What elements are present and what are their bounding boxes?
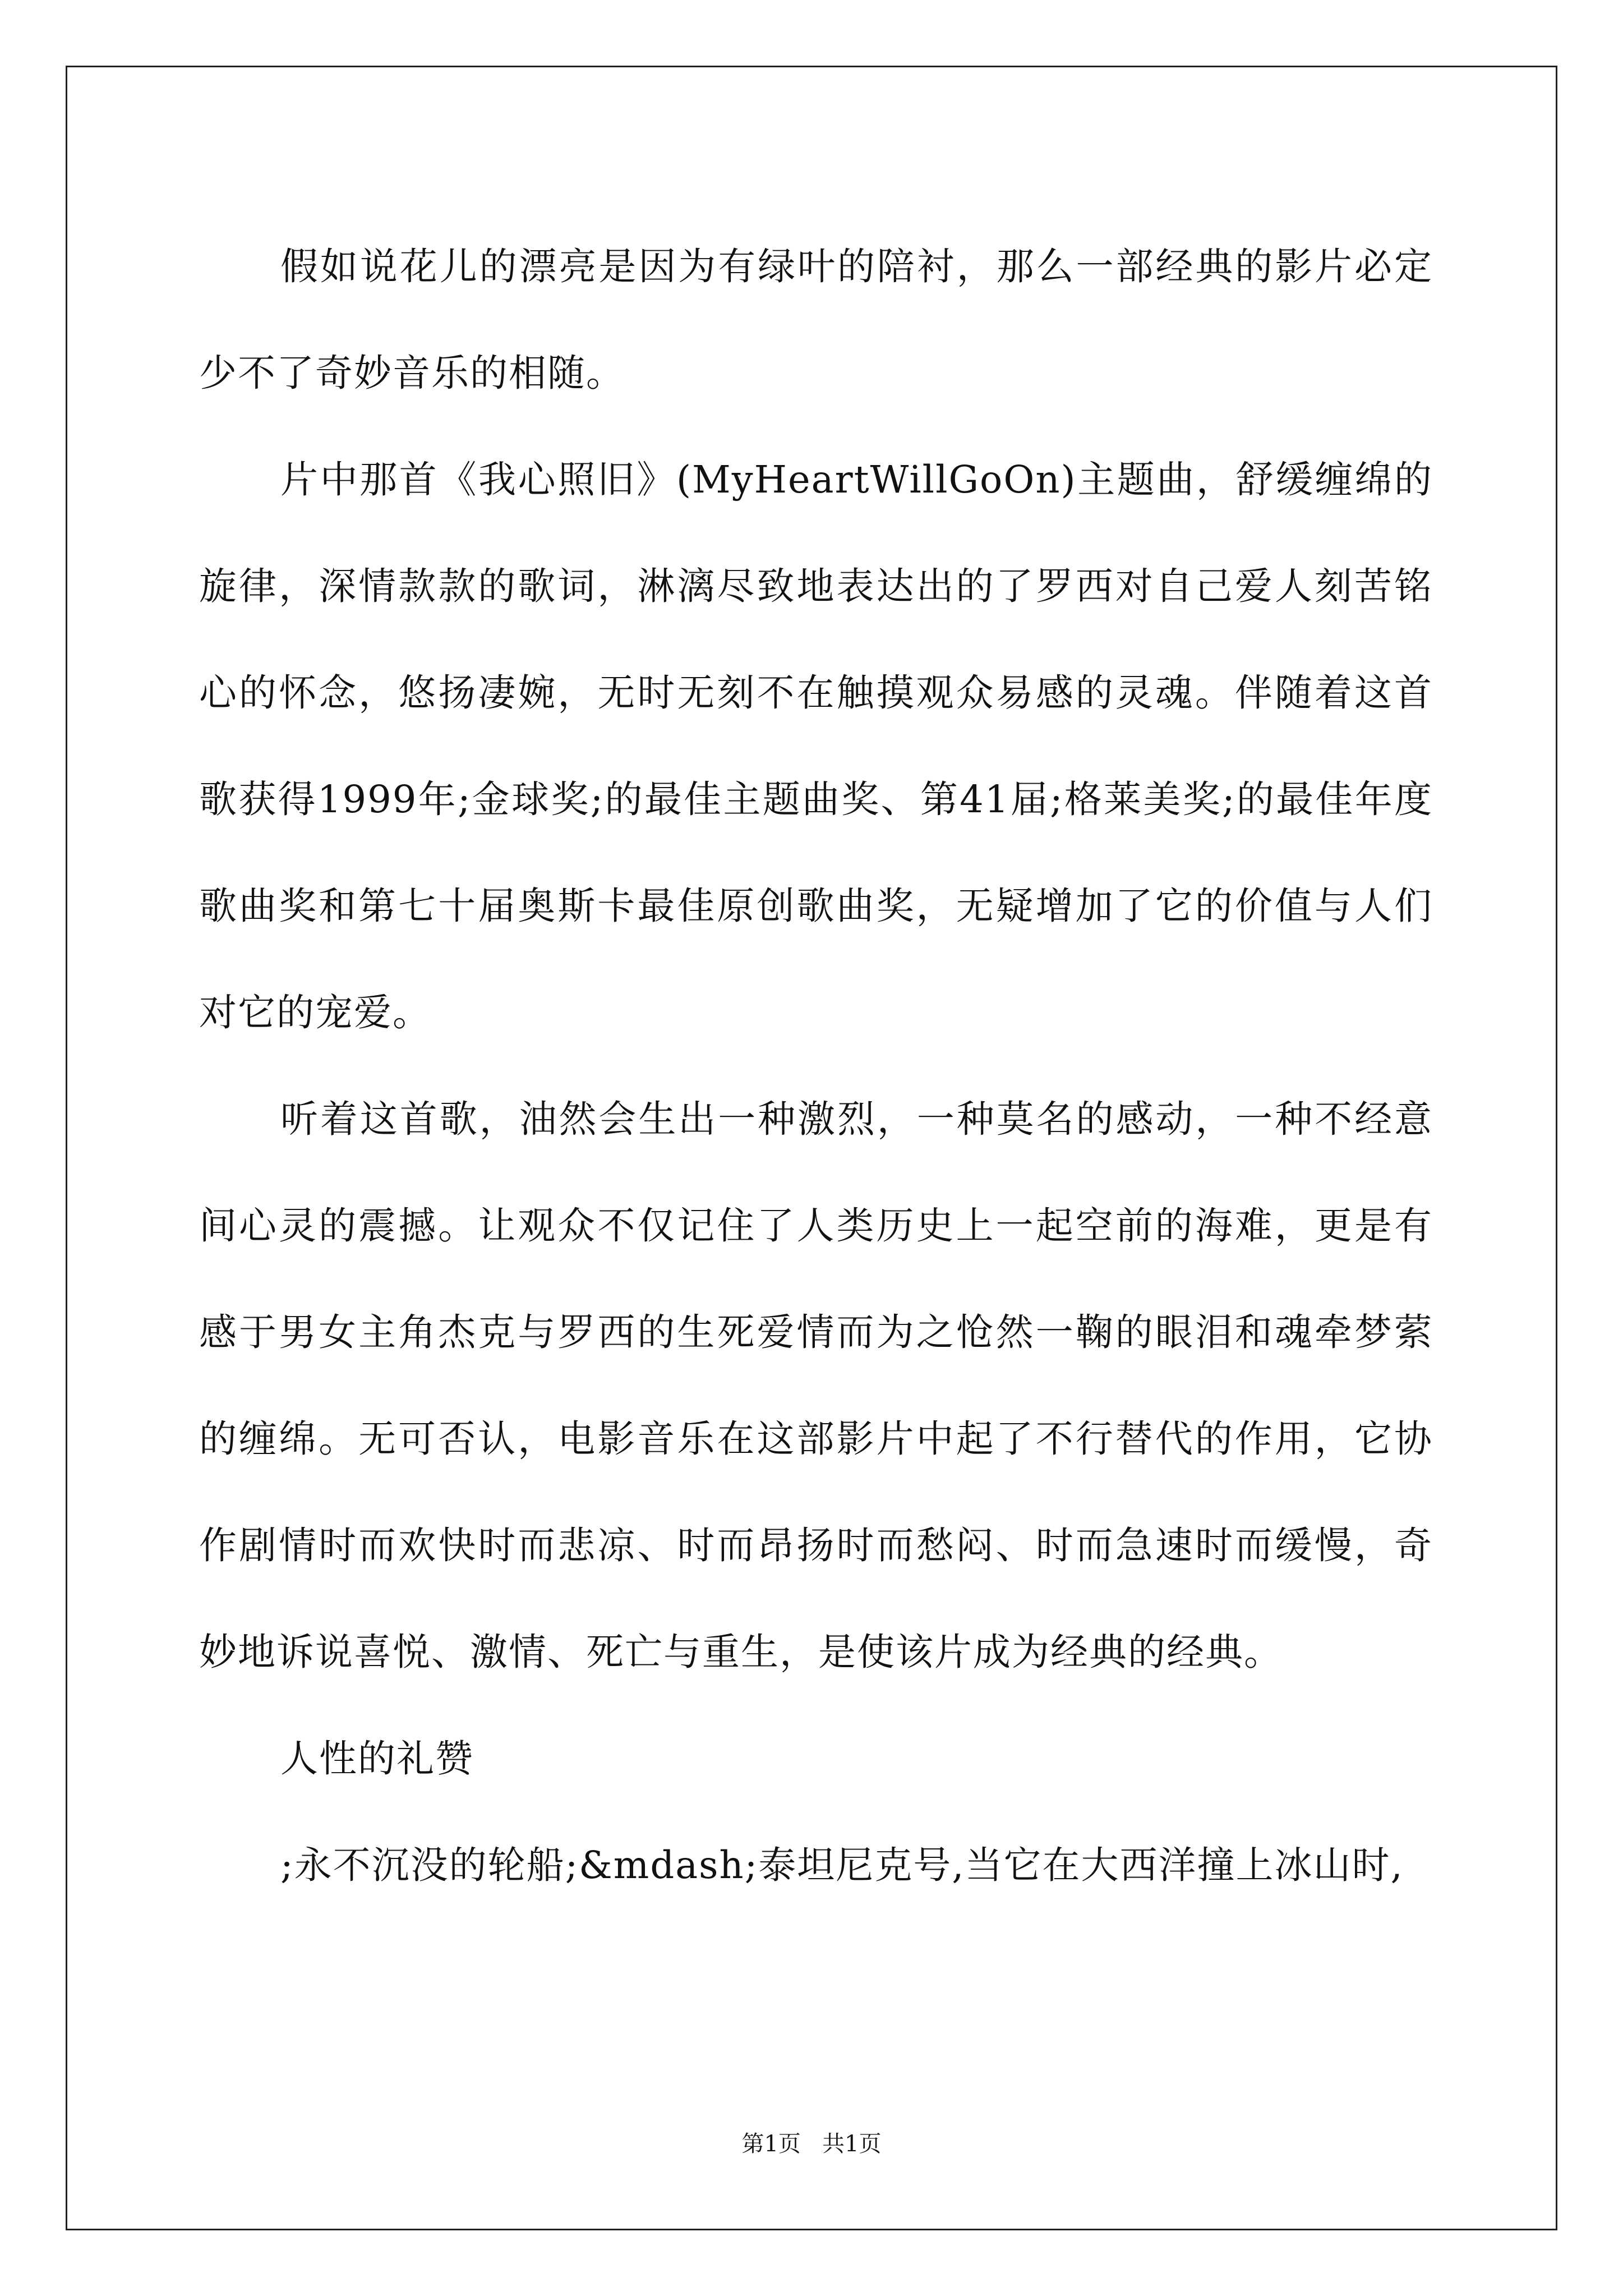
paragraph-emotion: 听着这首歌，油然会生出一种激烈，一种莫名的感动，一种不经意间心灵的震撼。让观众不仅记住了人类历史上一起空前的海难，更是有感于男女主角杰克与罗西的生死爱情而为之怆然一鞠的眼泪和魂牵梦萦的缠绵。无可否认，电影音乐在这部影片中起了不行替代的作用，它协作剧情时而欢快时而悲凉、时而昂扬时而愁闷、时而急速时而缓慢，奇妙地诉说喜悦、激情、死亡与重生，是使该片成为经典的经典。 [199, 1097, 1433, 1674]
paragraph-theme-song: 片中那首《我心照旧》(MyHeartWillGoOn)主题曲，舒缓缠绵的旋律，深情款款的歌词，淋漓尽致地表达出的了罗西对自己爱人刻苦铭心的怀念，悠扬凄婉，无时无刻不在触摸观众易感的灵魂。伴随着这首歌获得1999年;金球奖;的最佳主题曲奖、第41届;格莱美奖;的最佳年度歌曲奖和第七十届奥斯卡最佳原创歌曲奖，无疑增加了它的价值与人们对它的宠爱。 [199, 458, 1433, 1034]
paragraph-intro: 假如说花儿的漂亮是因为有绿叶的陪衬，那么一部经典的影片必定少不了奇妙音乐的相随。 [199, 245, 1433, 395]
document-body [199, 213, 1433, 1918]
paragraph-titanic: ;永不沉没的轮船;&mdash;泰坦尼克号,当它在大西洋撞上冰山时, [280, 1843, 1404, 1887]
section-heading: 人性的礼赞 [280, 1737, 474, 1780]
page-footer: 第1页 共1页 [741, 2131, 882, 2157]
